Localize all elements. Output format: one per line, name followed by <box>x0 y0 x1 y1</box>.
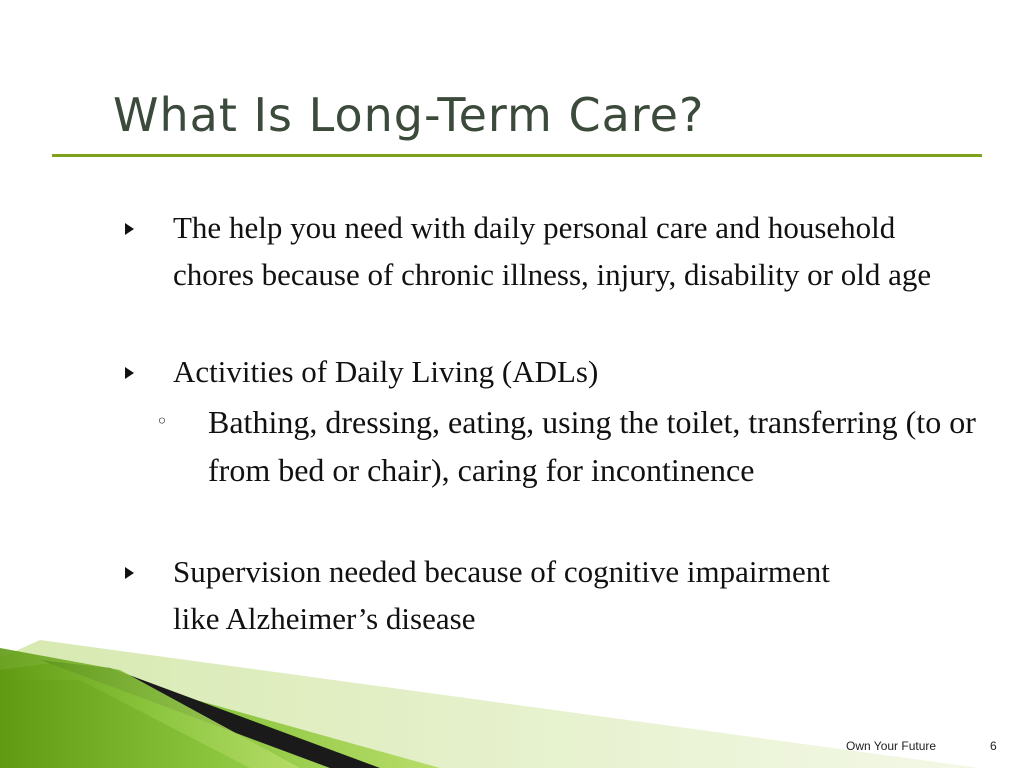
triangle-right-icon <box>123 222 135 236</box>
footer-label: Own Your Future <box>846 739 937 753</box>
page-number: 6 <box>990 739 997 753</box>
slide-title: What Is Long-Term Care? <box>113 88 705 142</box>
bullet-text: The help you need with daily personal care and household chores because of chronic illness, injury, disability or old age <box>173 210 932 292</box>
triangle-right-icon <box>123 366 135 380</box>
bullet-text: Activities of Daily Living (ADLs) <box>173 354 599 389</box>
circle-bullet-icon: ◦ <box>156 409 168 433</box>
bullet-text: Supervision needed because of cognitive impairment like Alzheimer’s disease <box>173 554 830 636</box>
sub-bullet-text: Bathing, dressing, eating, using the toilet, transferring (to or from bed or chair), caring for incontinence <box>208 404 976 488</box>
triangle-right-icon <box>123 566 135 580</box>
